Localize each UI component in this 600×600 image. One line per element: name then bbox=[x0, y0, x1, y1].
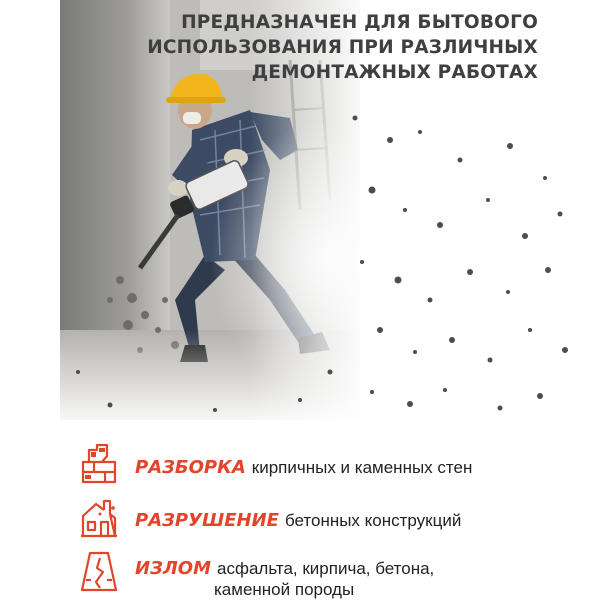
feature-breaking-text bbox=[135, 558, 434, 600]
feature-breaking bbox=[80, 546, 540, 600]
headline-line-3: ДЕМОНТАЖНЫХ РАБОТАХ bbox=[251, 62, 538, 83]
feature-keyword: РАЗРУШЕНИЕ bbox=[135, 510, 279, 531]
collapsing-house-icon bbox=[80, 496, 118, 538]
headline bbox=[118, 10, 538, 85]
feature-destruction bbox=[80, 496, 540, 542]
headline-line-2: ИСПОЛЬЗОВАНИЯ ПРИ РАЗЛИЧНЫХ bbox=[147, 37, 538, 58]
feature-keyword: ИЗЛОМ bbox=[135, 558, 212, 579]
headline-line-1: ПРЕДНАЗНАЧЕН ДЛЯ БЫТОВОГО bbox=[181, 12, 538, 33]
feature-destruction-text bbox=[135, 510, 461, 531]
feature-description-line-2: каменной породы bbox=[214, 580, 355, 599]
feature-dismantling-text bbox=[135, 457, 472, 478]
feature-description: кирпичных и каменных стен bbox=[251, 458, 473, 477]
feature-dismantling bbox=[80, 442, 540, 488]
feature-description: бетонных конструкций bbox=[284, 511, 462, 530]
feature-description: асфальта, кирпича, бетона, bbox=[217, 559, 435, 578]
brick-wall-icon bbox=[80, 442, 118, 484]
feature-keyword: РАЗБОРКА bbox=[135, 457, 246, 478]
cracked-road-icon bbox=[80, 550, 118, 592]
